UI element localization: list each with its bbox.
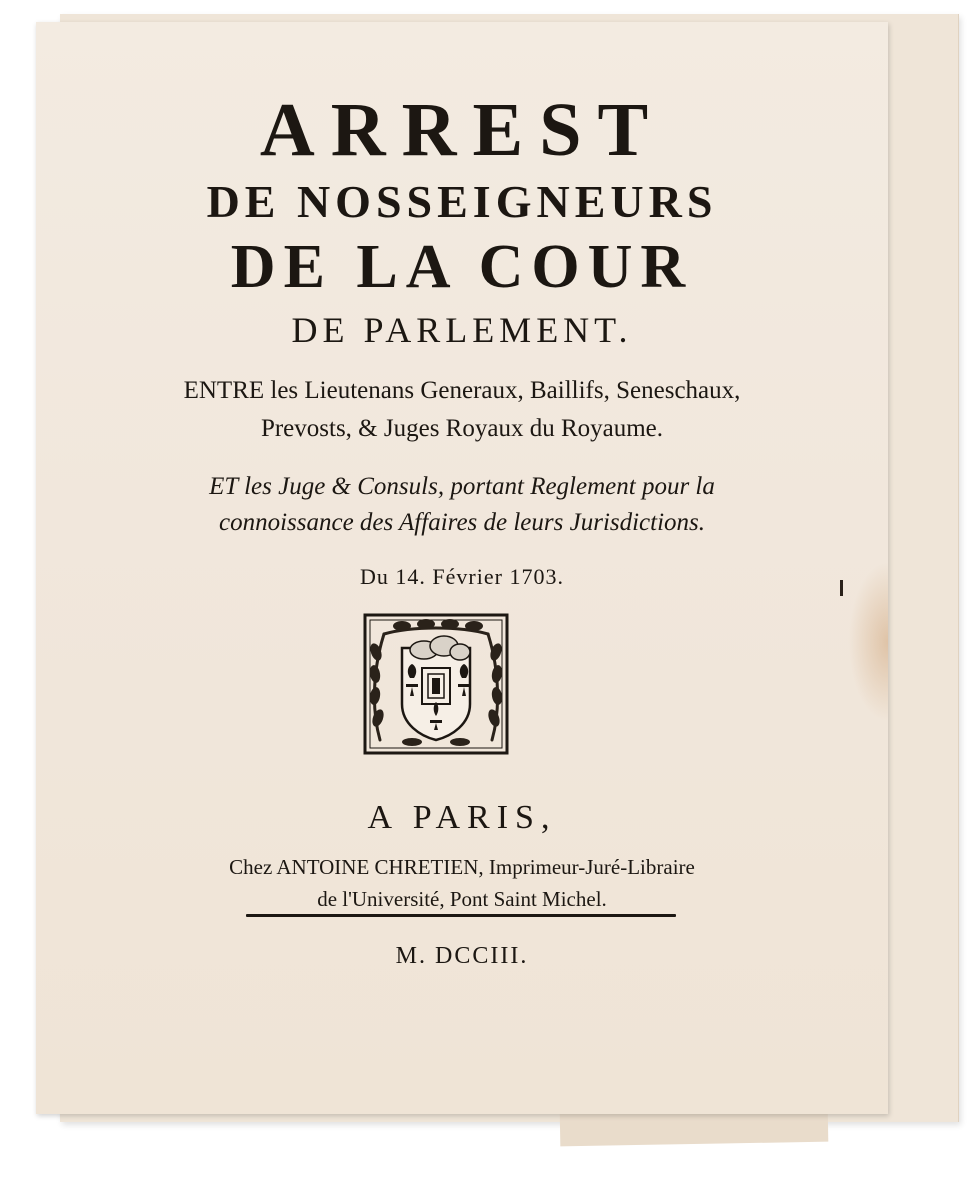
title-arrest: ARREST: [259, 88, 665, 172]
subject-line-2: connoissance des Affaires de leurs Jurisdictions.: [218, 509, 706, 536]
royal-arms-fleur-de-lis-icon: [362, 612, 510, 756]
ink-mark: [840, 580, 843, 596]
parties-line-2: Prevosts, & Juges Royaux du Royaume.: [260, 415, 664, 442]
title-parlement: DE PARLEMENT.: [291, 310, 633, 350]
imprint-printer-line-2: de l'Université, Pont Saint Michel.: [317, 887, 607, 911]
imprint-printer-line-1: Chez ANTOINE CHRETIEN, Imprimeur-Juré-Libraire: [229, 855, 695, 879]
subject-line-1: ET les Juge & Consuls, portant Reglement pour la: [209, 473, 715, 500]
parties-line-1: ENTRE les Lieutenans Generaux, Baillifs, Seneschaux,: [183, 377, 741, 404]
title-nosseigneurs: DE NOSSEIGNEURS: [206, 176, 718, 227]
title-de-la-cour: DE LA COUR: [230, 233, 694, 301]
imprint-city: A PARIS,: [367, 799, 557, 836]
decree-date: Du 14. Février 1703.: [360, 564, 564, 589]
title-page: [36, 22, 888, 1114]
divider-rule: [246, 914, 676, 917]
imprint-year: M. DCCIII.: [395, 943, 529, 969]
